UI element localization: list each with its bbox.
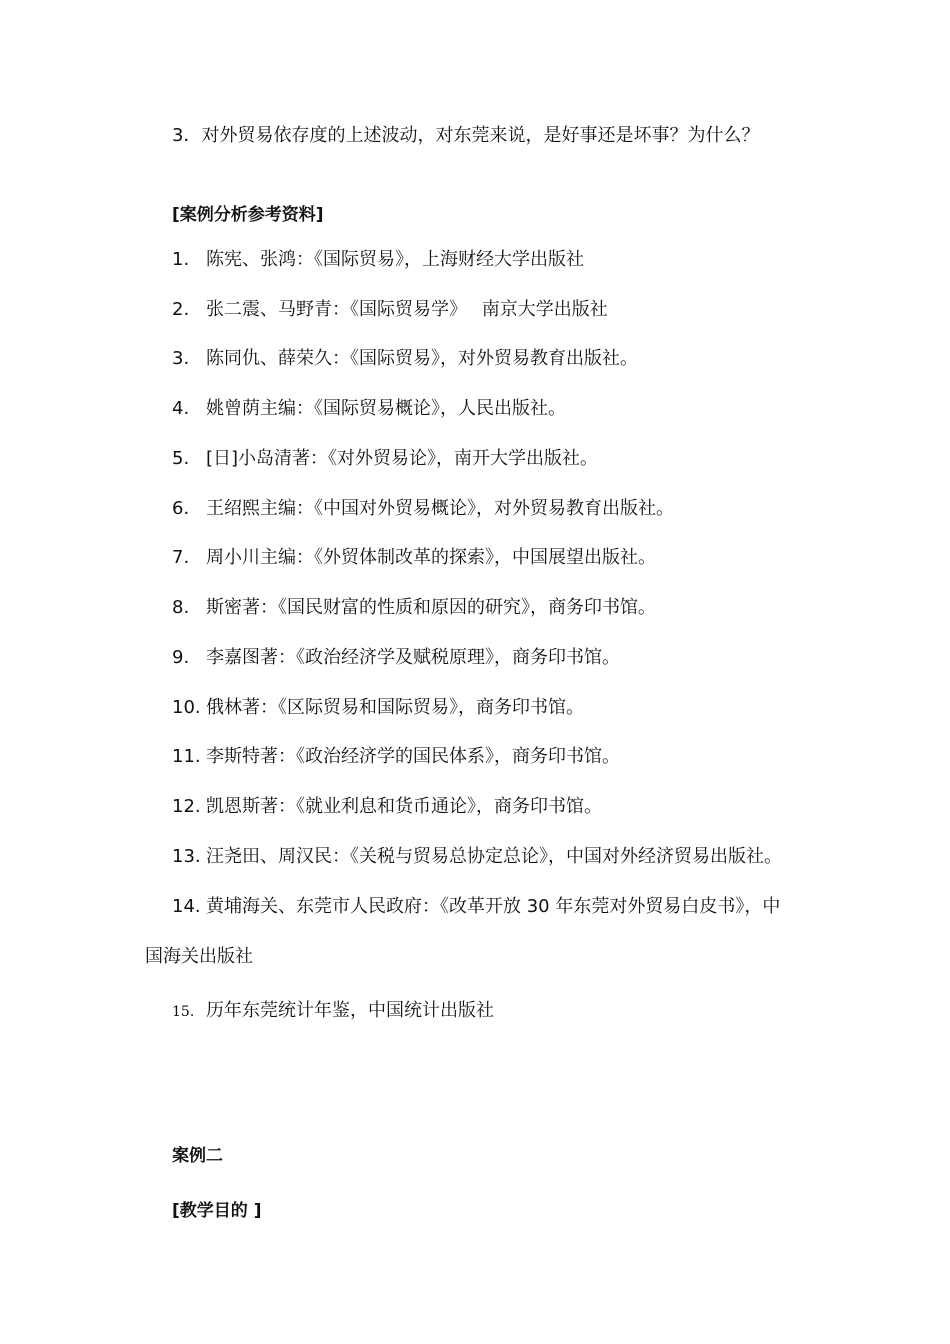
ref-text: [日]小岛清著：《对外贸易论》，南开大学出版社。 <box>206 448 599 469</box>
ref-item <box>172 795 602 819</box>
ref-number: 8. <box>172 597 190 618</box>
ref-text: 姚曾荫主编：《国际贸易概论》，人民出版社。 <box>206 398 566 419</box>
ref-number: 14. <box>172 896 201 917</box>
ref-item <box>172 845 782 869</box>
ref-text: 汪尧田、周汉民：《关税与贸易总协定总论》，中国对外经济贸易出版社。 <box>206 846 782 867</box>
ref-item <box>172 447 598 471</box>
ref-item <box>172 646 620 670</box>
ref-item <box>172 397 566 421</box>
ref-text: 俄林著：《区际贸易和国际贸易》，商务印书馆。 <box>206 697 584 718</box>
refs-heading: [案例分析参考资料] <box>172 205 324 225</box>
ref-number: 1. <box>172 249 190 270</box>
ref-text: 张二震、马野青：《国际贸易学》 南京大学出版社 <box>206 299 608 320</box>
ref-item <box>172 895 780 919</box>
ref-text: 凯恩斯著：《就业利息和货币通论》，商务印书馆。 <box>206 796 602 817</box>
ref-item <box>172 596 656 620</box>
ref-text: 陈同仇、薛荣久：《国际贸易》，对外贸易教育出版社。 <box>206 348 638 369</box>
ref-number: 6. <box>172 498 190 519</box>
ref-number: 9. <box>172 647 190 668</box>
ref-item <box>172 546 656 570</box>
ref-text-continuation: 国海关出版社 <box>145 946 253 967</box>
ref-number: 15. <box>172 1004 195 1020</box>
ref-item <box>172 347 638 371</box>
case-title: 案例二 <box>172 1146 223 1166</box>
ref-number: 12. <box>172 796 201 817</box>
ref-text: 周小川主编：《外贸体制改革的探索》，中国展望出版社。 <box>206 547 656 568</box>
ref-text: 李斯特著：《政治经济学的国民体系》，商务印书馆。 <box>206 746 620 767</box>
ref-item <box>172 999 494 1024</box>
ref-text: 李嘉图著：《政治经济学及赋税原理》，商务印书馆。 <box>206 647 620 668</box>
ref-number: 7. <box>172 547 190 568</box>
ref-number: 3. <box>172 348 190 369</box>
ref-text: 陈宪、张鸿：《国际贸易》，上海财经大学出版社 <box>206 249 584 270</box>
ref-text: 王绍熙主编：《中国对外贸易概论》，对外贸易教育出版社。 <box>206 498 674 519</box>
question-3: 3．对外贸易依存度的上述波动，对东莞来说，是好事还是坏事？为什么？ <box>172 125 760 146</box>
ref-item <box>172 298 608 322</box>
ref-item <box>172 497 674 521</box>
ref-number: 13. <box>172 846 201 867</box>
ref-number: 2. <box>172 299 190 320</box>
ref-number: 10. <box>172 697 201 718</box>
ref-text: 斯密著：《国民财富的性质和原因的研究》，商务印书馆。 <box>206 597 656 618</box>
ref-item <box>172 745 620 769</box>
ref-number: 5. <box>172 448 190 469</box>
teaching-goal-heading: [教学目的 ] <box>172 1201 262 1221</box>
ref-number: 11. <box>172 746 201 767</box>
ref-number: 4. <box>172 398 190 419</box>
ref-item <box>172 696 584 720</box>
ref-text: 历年东莞统计年鉴，中国统计出版社 <box>206 1000 494 1021</box>
ref-text: 黄埔海关、东莞市人民政府：《改革开放 30 年东莞对外贸易白皮书》，中 <box>206 896 781 917</box>
ref-item <box>172 248 584 272</box>
